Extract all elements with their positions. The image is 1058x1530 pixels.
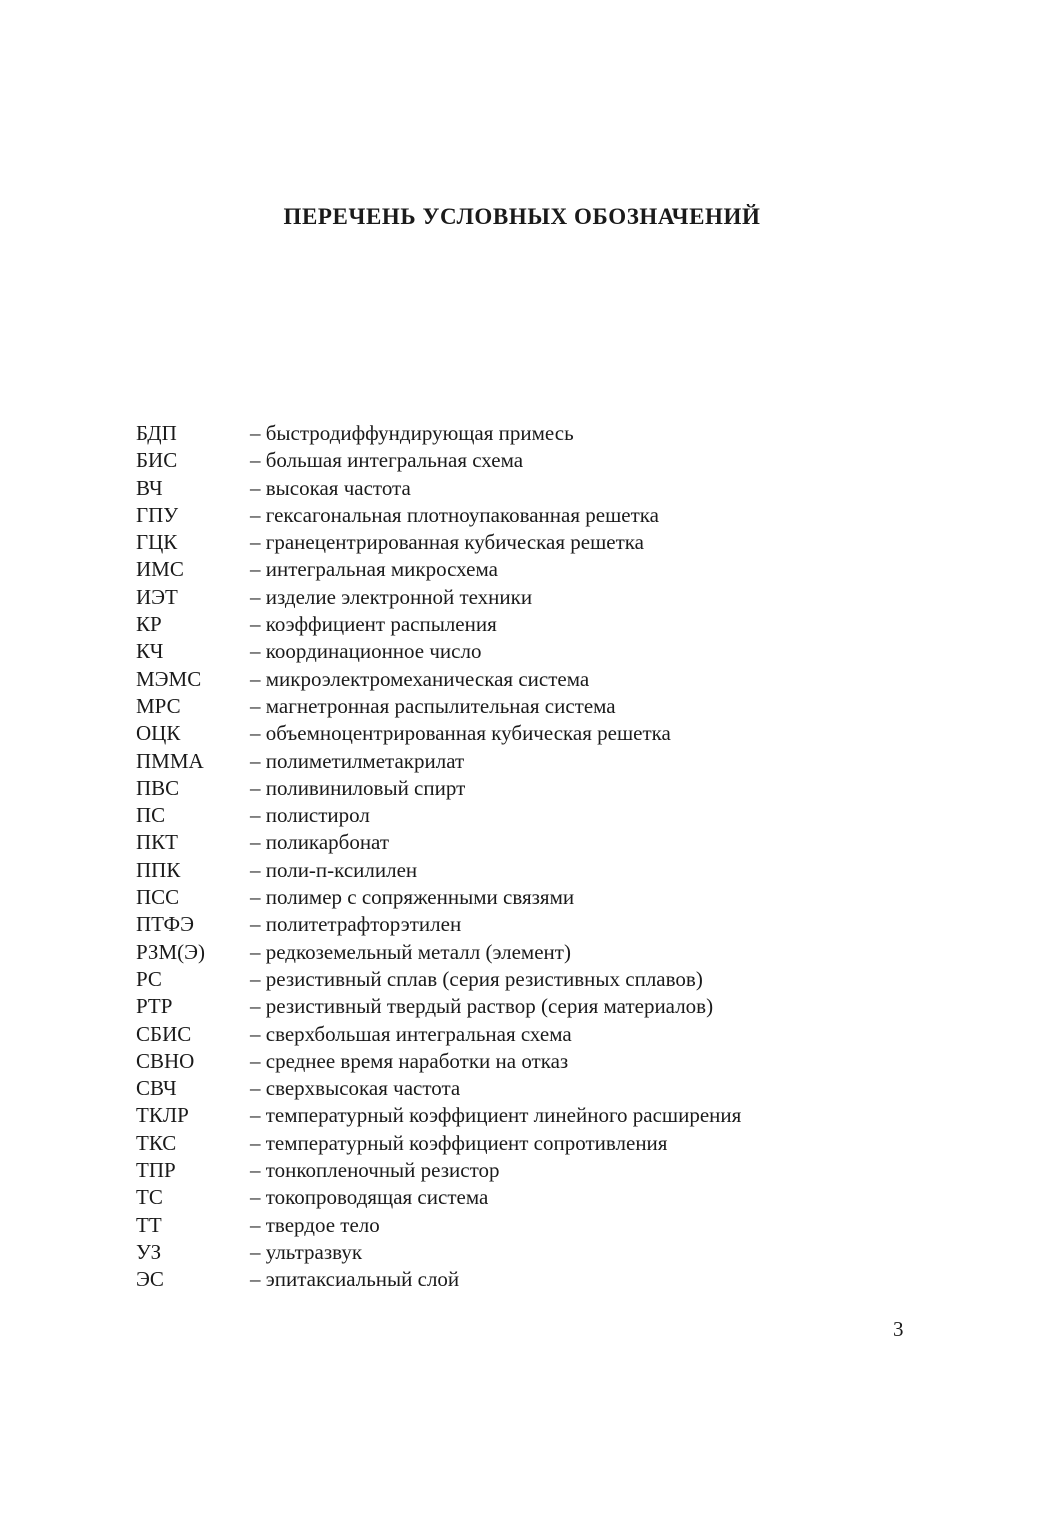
abbreviation-definition: – среднее время наработки на отказ [250, 1048, 569, 1073]
abbreviation-definition: – политетрафторэтилен [250, 912, 462, 937]
abbreviation-definition: – микроэлектромеханическая система [250, 666, 590, 691]
abbreviation-definition: – поливиниловый спирт [250, 775, 466, 800]
abbreviation-definition: – поли-п-ксилилен [250, 857, 418, 882]
abbreviation-row [136, 720, 856, 747]
abbreviation-term: СБИС [136, 1021, 192, 1046]
abbreviation-definition: – большая интегральная схема [250, 448, 524, 473]
abbreviation-row [136, 993, 856, 1020]
abbreviation-term: МРС [136, 693, 181, 718]
abbreviation-definition: – изделие электронной техники [250, 584, 533, 609]
abbreviation-row [136, 1130, 856, 1157]
abbreviation-term: ГЦК [136, 530, 178, 555]
abbreviation-row [136, 1184, 856, 1211]
abbreviation-term: КР [136, 612, 162, 637]
abbreviation-term: ТКЛР [136, 1103, 189, 1128]
abbreviation-definition: – эпитаксиальный слой [250, 1267, 460, 1292]
abbreviation-row [136, 447, 856, 474]
abbreviation-row [136, 666, 856, 693]
abbreviation-term: ТС [136, 1185, 163, 1210]
abbreviation-definition: – гексагональная плотноупакованная решетка [250, 502, 659, 527]
abbreviation-row [136, 556, 856, 583]
abbreviation-row [136, 1157, 856, 1184]
abbreviation-row [136, 1239, 856, 1266]
abbreviation-row [136, 1266, 856, 1293]
abbreviation-definition: – тонкопленочный резистор [250, 1158, 500, 1183]
abbreviation-term: УЗ [136, 1239, 162, 1264]
abbreviation-term: ТКС [136, 1130, 177, 1155]
abbreviation-row [136, 420, 856, 447]
abbreviation-row [136, 857, 856, 884]
abbreviation-row [136, 884, 856, 911]
abbreviation-term: ПВС [136, 775, 180, 800]
abbreviation-row [136, 748, 856, 775]
abbreviation-row [136, 1212, 856, 1239]
abbreviation-row [136, 611, 856, 638]
abbreviation-row [136, 693, 856, 720]
abbreviation-definition: – поликарбонат [250, 830, 390, 855]
abbreviation-row [136, 1048, 856, 1075]
abbreviation-term: ВЧ [136, 475, 163, 500]
abbreviation-definition: – резистивный твердый раствор (серия материалов) [250, 994, 714, 1019]
abbreviation-term: РЗМ(Э) [136, 939, 205, 964]
abbreviation-term: ПС [136, 803, 166, 828]
abbreviation-definition: – полистирол [250, 803, 370, 828]
abbreviation-definition: – координационное число [250, 639, 482, 664]
page-title: ПЕРЕЧЕНЬ УСЛОВНЫХ ОБОЗНАЧЕНИЙ [283, 204, 761, 229]
abbreviation-definition: – ультразвук [250, 1239, 363, 1264]
abbreviation-term: БИС [136, 448, 178, 473]
abbreviation-term: КЧ [136, 639, 164, 664]
abbreviation-term: ТТ [136, 1212, 162, 1237]
abbreviation-term: БДП [136, 421, 177, 445]
abbreviation-term: ИМС [136, 557, 184, 582]
abbreviation-row [136, 1075, 856, 1102]
abbreviation-definition: – гранецентрированная кубическая решетка [250, 530, 644, 555]
abbreviation-list [136, 420, 856, 1294]
abbreviation-row [136, 1102, 856, 1129]
abbreviation-row [136, 911, 856, 938]
abbreviation-term: ТПР [136, 1158, 176, 1183]
abbreviation-definition: – резистивный сплав (серия резистивных сплавов) [250, 966, 703, 991]
abbreviation-definition: – сверхвысокая частота [250, 1076, 461, 1101]
abbreviation-row [136, 966, 856, 993]
abbreviation-row [136, 829, 856, 856]
abbreviation-term: СВЧ [136, 1076, 177, 1101]
abbreviation-term: ГПУ [136, 502, 179, 527]
abbreviation-term: РТР [136, 994, 173, 1019]
abbreviation-definition: – редкоземельный металл (элемент) [250, 939, 571, 964]
abbreviation-term: ПКТ [136, 830, 178, 855]
abbreviation-definition: – магнетронная распылительная система [250, 693, 616, 718]
abbreviation-definition: – температурный коэффициент сопротивления [250, 1130, 668, 1155]
abbreviation-row [136, 775, 856, 802]
abbreviation-term: СВНО [136, 1048, 195, 1073]
abbreviation-term: ПТФЭ [136, 912, 194, 937]
abbreviation-definition: – быстродиффундирующая примесь [250, 421, 574, 445]
abbreviation-definition: – интегральная микросхема [250, 557, 498, 582]
abbreviation-term: МЭМС [136, 666, 202, 691]
abbreviation-row [136, 1021, 856, 1048]
abbreviation-definition: – коэффициент распыления [250, 612, 497, 637]
abbreviation-row [136, 502, 856, 529]
abbreviation-term: ОЦК [136, 721, 181, 746]
abbreviation-definition: – полиметилметакрилат [250, 748, 465, 773]
abbreviation-term: ПСС [136, 885, 180, 910]
abbreviation-definition: – токопроводящая система [250, 1185, 489, 1210]
abbreviation-row [136, 638, 856, 665]
abbreviation-term: ПММА [136, 748, 204, 773]
abbreviation-definition: – объемноцентрированная кубическая решетка [250, 721, 671, 746]
abbreviation-definition: – температурный коэффициент линейного расширения [250, 1103, 742, 1128]
abbreviation-row [136, 529, 856, 556]
abbreviation-term: РС [136, 966, 162, 991]
abbreviation-row [136, 475, 856, 502]
abbreviation-term: ППК [136, 857, 181, 882]
abbreviation-definition: – полимер с сопряженными связями [250, 885, 575, 910]
abbreviation-row [136, 802, 856, 829]
abbreviation-definition: – высокая частота [250, 475, 411, 500]
abbreviation-definition: – твердое тело [250, 1212, 380, 1237]
abbreviation-row [136, 939, 856, 966]
abbreviation-term: ЭС [136, 1267, 164, 1292]
abbreviation-row [136, 584, 856, 611]
page-number: 3 [893, 1317, 904, 1341]
abbreviation-definition: – сверхбольшая интегральная схема [250, 1021, 572, 1046]
abbreviation-term: ИЭТ [136, 584, 178, 609]
